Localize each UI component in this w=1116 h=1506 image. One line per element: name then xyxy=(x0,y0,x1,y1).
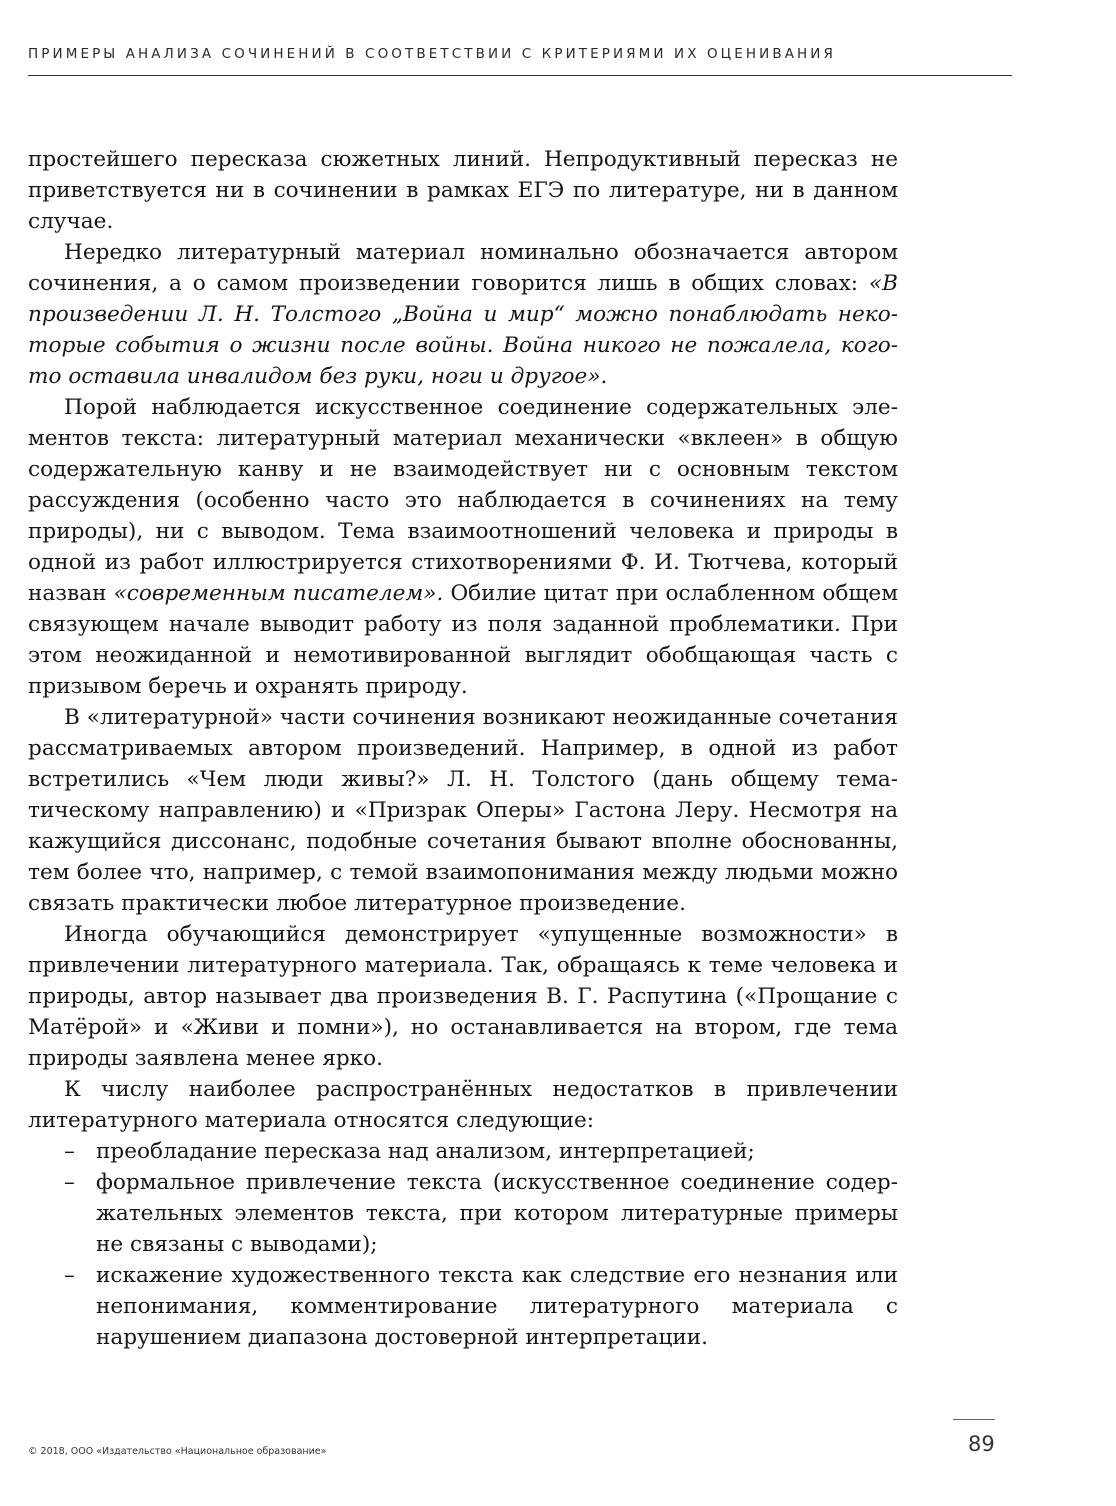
paragraph-1: простейшего пересказа сюжетных линий. Непродуктивный пересказ не приветствуется ни в сочинении в рамках ЕГЭ по литературе, ни в данном случае. xyxy=(28,147,898,234)
paragraph-6: К числу наиболее распространённых недостатков в привлечении литературного материала относятся следующие: xyxy=(28,1077,898,1133)
footer-rule xyxy=(953,1419,995,1420)
list-item xyxy=(28,1136,898,1167)
copyright: © 2018, ООО «Издательство «Национальное образование» xyxy=(28,1446,327,1457)
shortcomings-list xyxy=(28,1136,898,1353)
header-rule xyxy=(28,75,1012,76)
paragraph-2-text: Нередко литературный материал номинально обозначается автором сочинения, а о самом произведении говорится лишь в общих словах: xyxy=(28,240,898,296)
paragraph-3 xyxy=(28,392,898,702)
list-item xyxy=(28,1167,898,1260)
paragraph-3-quote: «современным писателем». xyxy=(113,581,444,606)
running-header: ПРИМЕРЫ АНАЛИЗА СОЧИНЕНИЙ В СООТВЕТСТВИИ С КРИТЕРИЯМИ ИХ ОЦЕНИВАНИЯ xyxy=(28,46,836,62)
paragraph-2 xyxy=(28,237,898,392)
paragraph-3-text-1: Порой наблюдается искусственное соединение содержательных элементов текста: литературный материал механически «вклеен» в общую содержательную канву и не взаимодействует ни с основным текстом рассуждения (особенно часто это наблюдается в сочинениях на тему природы), ни с выводом. Тема взаимоотношений человека и природы в одной из работ иллюстрируется стихотворениями Ф. И. Тютчева, который назван xyxy=(28,395,898,606)
paragraph-3-text-2: Обилие цитат при ослабленном общем связующем начале выводит работу из поля заданной проблематики. При этом неожиданной и немотивированной выглядит обобщающая часть с призывом беречь и охранять природу. xyxy=(28,581,898,699)
list-item-text: преобладание пересказа над анализом, интерпретацией; xyxy=(96,1139,755,1164)
body-text xyxy=(28,144,898,1353)
paragraph-2-quote: «В произведении Л. Н. Толстого „Война и мир“ можно понаблюдать некоторые события о жизни после войны. Война никого не пожалела, кого-то оставила инвалидом без руки, ноги и другое». xyxy=(28,271,898,389)
list-dash: – xyxy=(64,1170,75,1195)
list-item-text: искажение художественного текста как следствие его незнания или непонимания, комментирование литературного материала с нарушением диапазона достоверной интерпретации. xyxy=(96,1263,898,1350)
list-dash: – xyxy=(64,1139,75,1164)
list-item-text: формальное привлечение текста (искусственное соединение содержательных элементов текста, при котором литературные примеры не связаны с выводами); xyxy=(96,1170,898,1257)
paragraph-4: В «литературной» части сочинения возникают неожиданные сочетания рассматриваемых автором произведений. Например, в одной из работ встретились «Чем люди живы?» Л. Н. Толстого (дань общему тематическому направлению) и «Призрак Оперы» Гастона Леру. Несмотря на кажущийся диссонанс, подобные сочетания бывают вполне обоснованны, тем более что, например, с темой взаимопонимания между людьми можно связать практически любое литературное произведение. xyxy=(28,705,898,916)
list-item xyxy=(28,1260,898,1353)
page-number: 89 xyxy=(968,1432,995,1456)
list-dash: – xyxy=(64,1263,75,1288)
paragraph-5: Иногда обучающийся демонстрирует «упущенные возможности» в привлечении литературного материала. Так, обращаясь к теме человека и природы, автор называет два произведения В. Г. Распутина («Прощание с Матёрой» и «Живи и помни»), но останавливается на втором, где тема природы заявлена менее ярко. xyxy=(28,922,898,1071)
